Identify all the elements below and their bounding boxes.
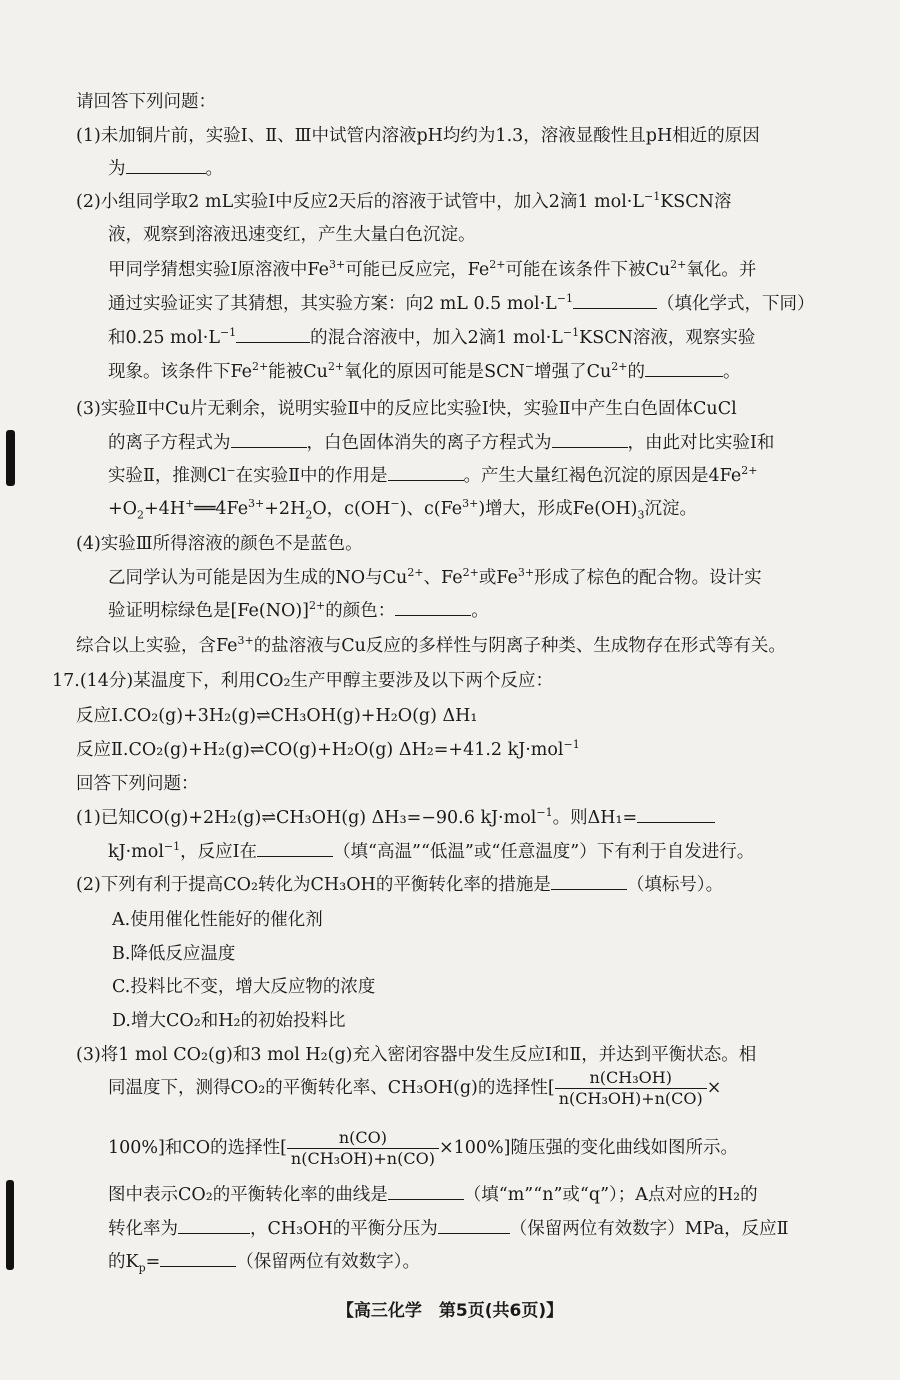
subscript: p (138, 1261, 146, 1275)
q17-3-line3 (108, 1128, 738, 1169)
text: 的混合溶液中，加入2滴1 mol·L (310, 328, 563, 348)
answer-blank[interactable] (236, 326, 310, 343)
superscript: 3+ (237, 634, 254, 648)
text: （保留两位有效数字）MPa，反应Ⅱ (509, 1219, 789, 1239)
superscript: 2+ (462, 566, 479, 580)
text: 、Fe (423, 568, 463, 588)
superscript: 2+ (309, 599, 326, 613)
q16-2-line5 (108, 326, 755, 350)
q17-reaction-2 (76, 738, 580, 762)
fraction-denominator: n(CH₃OH)+n(CO) (290, 1149, 435, 1168)
superscript: −1 (644, 190, 661, 204)
text: O，c(OH (312, 499, 391, 519)
answer-blank[interactable] (637, 806, 715, 823)
superscript: −1 (563, 738, 580, 752)
page-footer: 【高三化学 第5页(共6页)】 (336, 1301, 564, 1321)
text: B.降低反应温度 (112, 944, 236, 964)
text: 或Fe (478, 568, 518, 588)
q16-1-line1 (76, 124, 760, 148)
subscript: 2 (305, 508, 313, 522)
text: 反应Ⅰ.CO₂(g)+3H₂(g)⇌CH₃OH(g)+H₂O(g) ΔH₁ (76, 706, 478, 726)
answer-blank[interactable] (231, 431, 307, 448)
intro-line (76, 90, 216, 114)
text: 的离子方程式为 (108, 433, 231, 453)
q17-3-line2 (108, 1068, 721, 1109)
superscript: −1 (536, 806, 553, 820)
text: （填标号）。 (626, 875, 724, 895)
answer-blank[interactable] (438, 1217, 510, 1234)
text: 转化率为 (108, 1219, 178, 1239)
text: 氧化的原因可能是SCN (344, 362, 525, 382)
fraction-numerator: n(CO) (287, 1128, 439, 1149)
q16-2-line6 (108, 360, 740, 384)
text: KSCN溶液，观察实验 (579, 328, 756, 348)
superscript: 2+ (611, 360, 628, 374)
q17-3-line6 (108, 1250, 420, 1274)
superscript: 2+ (327, 360, 345, 374)
superscript: 2+ (670, 258, 687, 272)
superscript: −1 (219, 326, 237, 340)
text: 形成了棕色的配合物。设计实 (534, 568, 762, 588)
text: 在实验Ⅱ中的作用是 (235, 466, 388, 486)
q16-1-line2 (108, 157, 223, 181)
option-b (112, 942, 235, 966)
text: 100%]和CO的选择性[ (108, 1138, 287, 1158)
text: (1)已知CO(g)+2H₂(g)⇌CH₃OH(g) ΔH₃=−90.6 kJ·mol (76, 808, 537, 828)
text: )增大，形成Fe(OH) (478, 499, 638, 519)
superscript: + (185, 497, 195, 511)
option-c (112, 975, 375, 999)
fraction-numerator: n(CH₃OH) (555, 1068, 707, 1089)
text: 。产生大量红褐色沉淀的原因是4Fe (463, 466, 742, 486)
answer-blank[interactable] (388, 464, 464, 481)
summary-line (76, 634, 786, 658)
text: (3)实验Ⅱ中Cu片无剩余，说明实验Ⅱ中的反应比实验Ⅰ快，实验Ⅱ中产生白色固体CuCl (76, 399, 737, 419)
q16-2-line4 (108, 292, 815, 316)
superscript: 3+ (248, 497, 265, 511)
q17-1-line1 (76, 806, 715, 830)
text: 。 (205, 159, 223, 179)
text: A.使用催化性能好的催化剂 (112, 910, 323, 930)
text: 同温度下，测得CO₂的平衡转化率、CH₃OH(g)的选择性[ (108, 1078, 555, 1098)
superscript: 2+ (741, 464, 758, 478)
option-d (112, 1009, 346, 1033)
text: （填化学式，下同） (657, 294, 815, 314)
text: （填“m”“n”或“q”）；A点对应的H₂的 (463, 1185, 758, 1205)
text: ，由此对比实验Ⅰ和 (627, 433, 775, 453)
superscript: 2+ (252, 360, 269, 374)
selectivity-fraction-ch3oh (555, 1068, 707, 1109)
text: +2H (264, 499, 306, 519)
text: 现象。该条件下Fe (108, 362, 253, 382)
text: ×100%]随压强的变化曲线如图所示。 (438, 1138, 738, 1158)
text: 回答下列问题： (76, 774, 199, 794)
text: +4H (144, 499, 186, 519)
text: 。 (471, 601, 489, 621)
superscript: − (524, 360, 535, 374)
q16-3-line4 (108, 497, 697, 521)
q16-4-line1 (76, 532, 363, 556)
text: )、c(Fe (399, 499, 463, 519)
text: 沉淀。 (644, 499, 697, 519)
answer-blank[interactable] (395, 599, 471, 616)
text: 的K (108, 1252, 139, 1272)
text: C.投料比不变，增大反应物的浓度 (112, 977, 376, 997)
text: 反应Ⅱ.CO₂(g)+H₂(g)⇌CO(g)+H₂O(g) ΔH₂=+41.2 kJ·mol (76, 740, 564, 760)
text: (2)小组同学取2 mL实验Ⅰ中反应2天后的溶液于试管中，加入2滴1 mol·L (76, 192, 644, 212)
text: 图中表示CO₂的平衡转化率的曲线是 (108, 1185, 388, 1205)
q17-1-line2 (108, 840, 754, 864)
superscript: 2+ (489, 258, 506, 272)
scan-edge-mark (6, 430, 15, 486)
superscript: 2+ (407, 566, 424, 580)
text: 可能在该条件下被Cu (505, 260, 671, 280)
selectivity-fraction-co (287, 1128, 439, 1169)
text: (2)下列有利于提高CO₂转化为CH₃OH的平衡转化率的措施是 (76, 875, 551, 895)
q17-2-line1 (76, 873, 723, 897)
subscript: 2 (137, 508, 145, 522)
text: 乙同学认为可能是因为生成的NO与Cu (108, 568, 408, 588)
scan-edge-mark (6, 1180, 14, 1270)
q16-4-line3 (108, 599, 489, 623)
text: 通过实验证实了其猜想，其实验方案：向2 mL 0.5 mol·L (108, 294, 557, 314)
q16-1-text: (1)未加铜片前，实验Ⅰ、Ⅱ、Ⅲ中试管内溶液pH均约为1.3，溶液显酸性且pH相近的原因 (76, 126, 760, 146)
answer-blank[interactable] (126, 157, 206, 174)
text: 氧化。并 (686, 260, 757, 280)
text: 的盐溶液与Cu反应的多样性与阴离子种类、生成物存在形式等有关。 (253, 636, 786, 656)
text: 能被Cu (268, 362, 328, 382)
option-a (112, 908, 323, 932)
text: ，CH₃OH的平衡分压为 (250, 1219, 438, 1239)
text: ，反应Ⅰ在 (180, 842, 258, 862)
text: 综合以上实验，含Fe (76, 636, 238, 656)
superscript: −1 (163, 840, 181, 854)
answer-blank[interactable] (645, 360, 723, 377)
text: 的颜色： (325, 601, 396, 621)
superscript: 3+ (328, 258, 346, 272)
superscript: −1 (562, 326, 580, 340)
text: (3)将1 mol CO₂(g)和3 mol H₂(g)充入密闭容器中发生反应Ⅰ和Ⅱ，并达到平衡状态。相 (76, 1045, 757, 1065)
answer-blank[interactable] (178, 1217, 250, 1234)
text: 可能已反应完，Fe (345, 260, 490, 280)
fraction-denominator: n(CH₃OH)+n(CO) (558, 1089, 703, 1108)
subscript: 3 (637, 508, 645, 522)
text: KSCN溶 (660, 192, 732, 212)
q16-3-line2 (108, 431, 774, 455)
q16-2-line2 (108, 223, 476, 247)
q17-3-line1 (76, 1043, 756, 1067)
text: 。 (722, 362, 741, 382)
superscript: − (390, 497, 400, 511)
text: 。则ΔH₁= (552, 808, 638, 828)
text: 和0.25 mol·L (108, 328, 220, 348)
text: 的 (627, 362, 645, 382)
text: 增强了Cu (534, 362, 612, 382)
text: （保留两位有效数字）。 (236, 1252, 421, 1272)
text: D.增大CO₂和H₂的初始投料比 (112, 1011, 346, 1031)
text: 验证明棕绿色是[Fe(NO)] (108, 601, 310, 621)
answer-blank[interactable] (160, 1250, 236, 1267)
text: ══4Fe (194, 499, 249, 519)
q16-3-line1 (76, 397, 737, 421)
answer-blank[interactable] (551, 873, 627, 890)
text: = (145, 1252, 161, 1272)
intro-text: 请回答下列问题： (76, 92, 216, 112)
q17-3-line4 (108, 1183, 758, 1207)
text: (4)实验Ⅲ所得溶液的颜色不是蓝色。 (76, 534, 363, 554)
superscript: −1 (556, 292, 573, 306)
text: kJ·mol (108, 842, 164, 862)
q17-ask (76, 772, 199, 796)
text: 液，观察到溶液迅速变红，产生大量白色沉淀。 (108, 225, 476, 245)
text: × (706, 1078, 722, 1098)
text: +O (108, 499, 138, 519)
answer-blank[interactable] (552, 431, 628, 448)
q16-2-line1 (76, 190, 731, 214)
superscript: 3+ (462, 497, 479, 511)
q17-reaction-1 (76, 704, 477, 728)
q17-3-line5 (108, 1217, 789, 1241)
text: ，白色固体消失的离子方程式为 (306, 433, 552, 453)
text: 甲同学猜想实验Ⅰ原溶液中Fe (108, 260, 329, 280)
answer-blank[interactable] (573, 292, 657, 309)
superscript: − (226, 464, 236, 478)
q16-2-line3 (108, 258, 756, 282)
text: 为 (108, 159, 126, 179)
answer-blank[interactable] (388, 1183, 464, 1200)
answer-blank[interactable] (257, 840, 333, 857)
superscript: 3+ (517, 566, 535, 580)
text: 17.(14分)某温度下，利用CO₂生产甲醇主要涉及以下两个反应： (52, 671, 554, 691)
q16-3-line3 (108, 464, 757, 488)
q17-heading (52, 669, 553, 693)
text: 实验Ⅱ，推测Cl (108, 466, 227, 486)
q16-4-line2 (108, 566, 762, 590)
text: （填“高温”“低温”或“任意温度”）下有利于自发进行。 (333, 842, 755, 862)
